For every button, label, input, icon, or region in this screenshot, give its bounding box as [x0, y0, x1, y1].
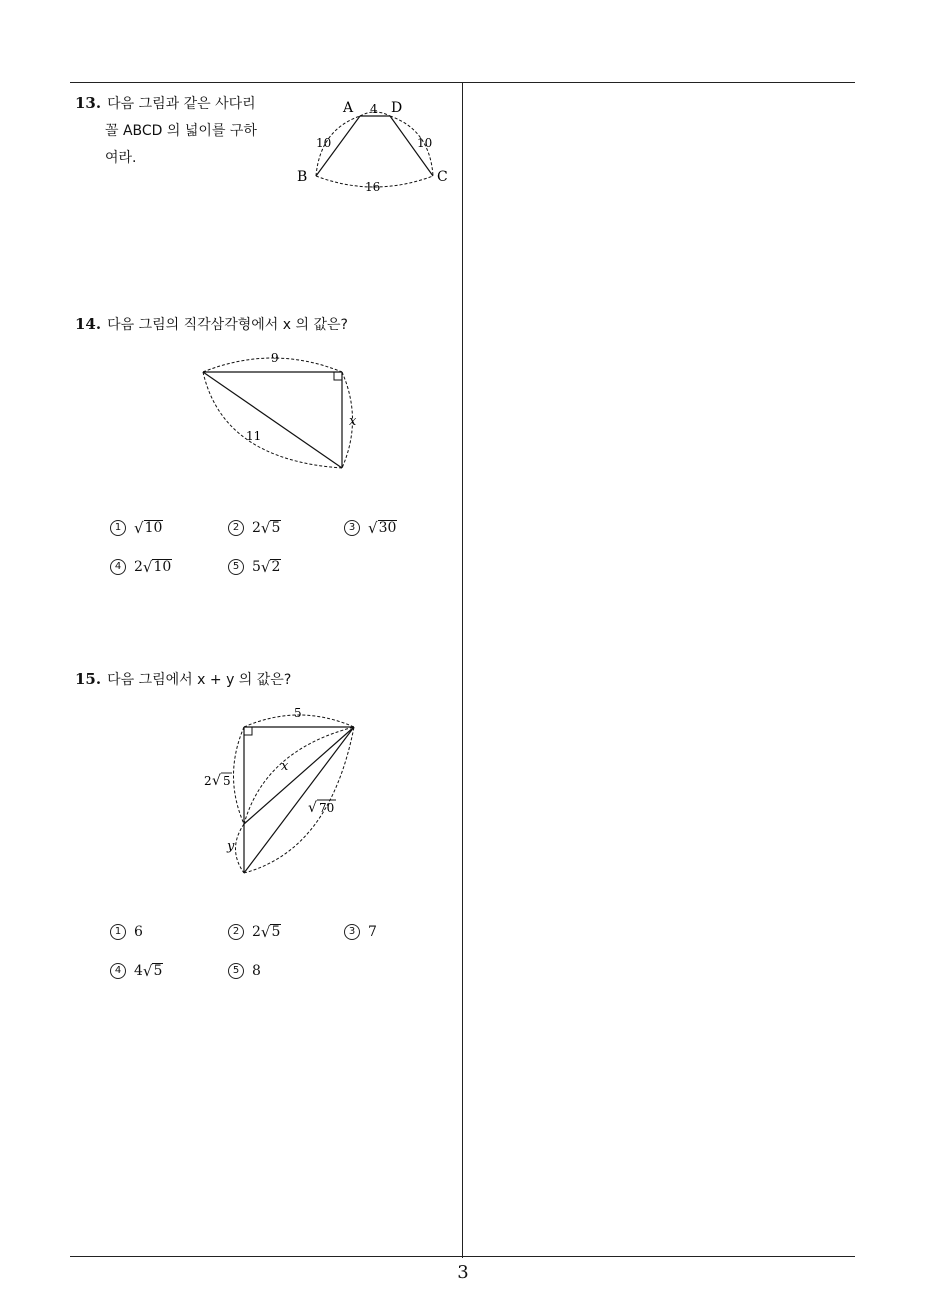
- choice-value: √ 10: [134, 519, 163, 537]
- dim-arc-y: [236, 824, 245, 873]
- right-angle-mark: [334, 372, 342, 380]
- left-coef-label: 2: [204, 774, 212, 788]
- bottom-rule: [70, 1256, 855, 1257]
- left-radicand-label: 5: [223, 774, 231, 788]
- choice-value: 2 √ 5: [252, 923, 281, 941]
- right-length-label: 10: [417, 136, 433, 150]
- question-13-line3: 여라.: [105, 150, 137, 166]
- choice-number-mark: 1: [110, 520, 126, 536]
- q15-choice-4[interactable]: [110, 963, 163, 979]
- vertex-a-label: A: [343, 100, 354, 116]
- question-14-text: 다음 그림의 직각삼각형에서 x 의 값은?: [107, 317, 348, 333]
- question-13-line2: 꼴 ABCD 의 넓이를 구하: [105, 123, 257, 139]
- vertex-c-label: C: [437, 169, 448, 185]
- right-angle-mark: [244, 727, 252, 735]
- question-13-number: 13.: [75, 94, 102, 112]
- question-15-text: 다음 그림에서 x + y 의 값은?: [107, 672, 292, 688]
- left-radical-sign: √: [212, 773, 221, 789]
- y-label: y: [227, 839, 235, 854]
- choice-value: √ 30: [368, 519, 397, 537]
- vertex-d-label: D: [391, 100, 403, 116]
- choice-number-mark: 5: [228, 559, 244, 575]
- question-13-line1: 다음 그림과 같은 사다리: [107, 96, 256, 112]
- choice-number-mark: 2: [228, 924, 244, 940]
- choice-number-mark: 5: [228, 963, 244, 979]
- choice-value: 2 √ 10: [134, 558, 172, 576]
- trapezoid-figure: [290, 92, 460, 202]
- q14-choice-4[interactable]: [110, 559, 172, 575]
- hyp-length-label: 11: [246, 429, 262, 443]
- choice-number-mark: 3: [344, 924, 360, 940]
- question-15-number: 15.: [75, 670, 102, 688]
- choice-value: 5 √ 2: [252, 558, 281, 576]
- question-13: [75, 90, 290, 172]
- q15-choice-1[interactable]: [110, 924, 143, 940]
- x-label: x: [281, 759, 289, 774]
- choice-value: 4 √ 5: [134, 962, 163, 980]
- dim-arc-left: [234, 727, 245, 824]
- choice-number-mark: 4: [110, 963, 126, 979]
- choice-value: 8: [252, 963, 261, 979]
- top-length-label: 9: [271, 351, 279, 365]
- top-length-label: 5: [294, 706, 302, 720]
- choice-value: 6: [134, 924, 143, 940]
- vertex-b-label: B: [297, 169, 308, 185]
- question-14: [75, 311, 348, 338]
- choice-number-mark: 1: [110, 924, 126, 940]
- q15-choice-3[interactable]: [344, 924, 377, 940]
- choice-value: 7: [368, 924, 377, 940]
- two-triangle-figure: [195, 700, 375, 885]
- q14-choice-2[interactable]: [228, 520, 281, 536]
- choice-number-mark: 4: [110, 559, 126, 575]
- figure-segment-diag: [244, 727, 354, 873]
- diag-radical-sign: √: [308, 800, 317, 816]
- figure-segment-x: [244, 727, 354, 824]
- q15-choice-2[interactable]: [228, 924, 281, 940]
- column-divider: [462, 82, 463, 1258]
- q14-choice-1[interactable]: [110, 520, 163, 536]
- side-x-label: x: [349, 414, 357, 429]
- right-triangle-figure: [195, 348, 375, 478]
- choice-number-mark: 2: [228, 520, 244, 536]
- question-14-number: 14.: [75, 315, 102, 333]
- page-number: 3: [457, 1262, 469, 1283]
- q15-choice-5[interactable]: [228, 963, 261, 979]
- q14-choice-3[interactable]: [344, 520, 397, 536]
- left-length-label: 10: [316, 136, 332, 150]
- q14-choice-5[interactable]: [228, 559, 281, 575]
- choice-value: 2 √ 5: [252, 519, 281, 537]
- bottom-length-label: 16: [365, 180, 381, 194]
- question-15: [75, 666, 291, 693]
- choice-number-mark: 3: [344, 520, 360, 536]
- diag-radicand-label: 70: [319, 801, 335, 815]
- top-length-label: 4: [370, 102, 378, 116]
